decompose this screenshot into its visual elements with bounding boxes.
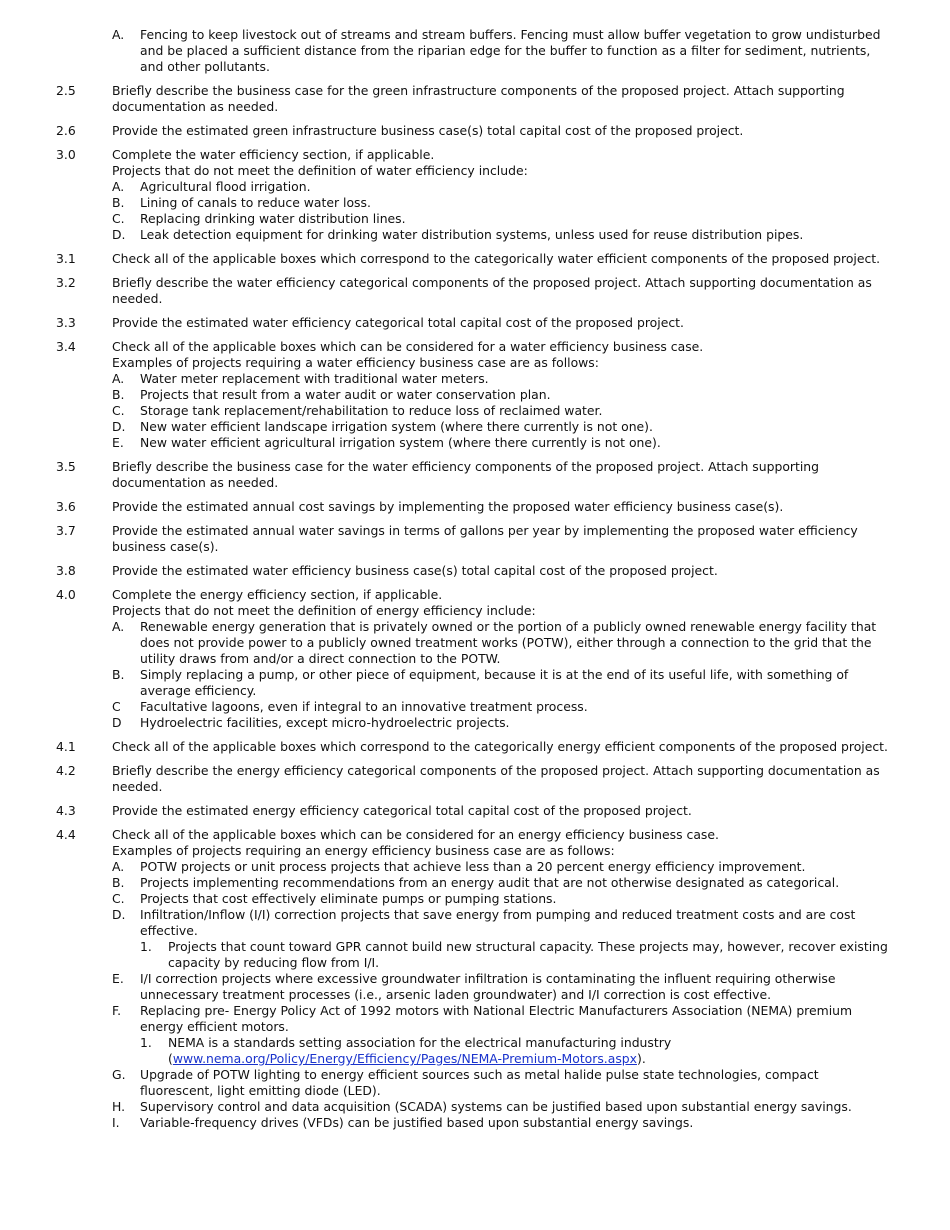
item-text: POTW projects or unit process projects that achieve less than a 20 percent energy efficiency improvement. [140, 859, 806, 874]
list-item [112, 1067, 894, 1099]
item-letter: G. [112, 1067, 126, 1082]
section-text: Check all of the applicable boxes which can be considered for a water efficiency business case. [112, 339, 704, 354]
item-text: Leak detection equipment for drinking water distribution systems, unless used for reuse distribution pipes. [140, 227, 804, 242]
section-body [112, 147, 894, 243]
section-body [112, 315, 894, 331]
list-item [112, 859, 894, 875]
list-item [112, 403, 894, 419]
list-item [112, 195, 894, 211]
section-text: Check all of the applicable boxes which can be considered for an energy efficiency business case. [112, 827, 719, 842]
item-text: New water efficient landscape irrigation system (where there currently is not one). [140, 419, 653, 434]
item-text: Hydroelectric facilities, except micro-hydroelectric projects. [140, 715, 510, 730]
item-text: Upgrade of POTW lighting to energy efficient sources such as metal halide pulse state technologies, compact fluorescent, light emitting diode (LED). [140, 1067, 819, 1098]
section-number: 4.1 [56, 739, 76, 754]
section-text: Briefly describe the business case for the water efficiency components of the proposed project. Attach supporting documentation as needed. [112, 459, 820, 490]
section-3-2 [0, 275, 950, 307]
section-text: Examples of projects requiring a water efficiency business case are as follows: [112, 355, 599, 370]
section-4-2 [0, 763, 950, 795]
item-text: I/I correction projects where excessive groundwater infiltration is contaminating the influent requiring otherwise unnecessary treatment processes (i.e., arsenic laden groundwater) and I/I correction is cost effective. [140, 971, 836, 1002]
item-letter: F. [112, 1003, 122, 1018]
section-number: 4.3 [56, 803, 76, 818]
section-4-3 [0, 803, 950, 819]
section-number: 2.6 [56, 123, 76, 138]
item-letter: C. [112, 891, 125, 906]
section-text: Projects that do not meet the definition of energy efficiency include: [112, 603, 536, 618]
item-text: Infiltration/Inflow (I/I) correction projects that save energy from pumping and reduced treatment costs and are cost effective. [140, 907, 856, 938]
item-text: New water efficient agricultural irrigation system (where there currently is not one). [140, 435, 661, 450]
item-letter: A. [112, 27, 125, 42]
list-item [112, 699, 894, 715]
list-item [112, 715, 894, 731]
item-text: Simply replacing a pump, or other piece of equipment, because it is at the end of its useful life, with something of average efficiency. [140, 667, 849, 698]
section-text: Examples of projects requiring an energy efficiency business case are as follows: [112, 843, 615, 858]
section-3-0 [0, 147, 950, 243]
item-text: Projects that result from a water audit or water conservation plan. [140, 387, 551, 402]
sub-item-text-end: ). [637, 1051, 646, 1066]
sub-item [112, 1035, 894, 1067]
list-item [112, 891, 894, 907]
section-text: Provide the estimated water efficiency categorical total capital cost of the proposed project. [112, 315, 684, 330]
list-item [112, 971, 894, 1003]
item-text: Lining of canals to reduce water loss. [140, 195, 371, 210]
section-body [112, 827, 894, 1131]
list-item [112, 435, 894, 451]
item-text: Storage tank replacement/rehabilitation to reduce loss of reclaimed water. [140, 403, 603, 418]
item-text: Variable-frequency drives (VFDs) can be justified based upon substantial energy savings. [140, 1115, 694, 1130]
list-item [112, 387, 894, 403]
section-number: 2.5 [56, 83, 76, 98]
sub-item-text: NEMA is a standards setting association for the electrical manufacturing industry ( [168, 1035, 672, 1066]
section-body [112, 123, 894, 139]
list-item [112, 371, 894, 387]
document-page [0, 27, 950, 1131]
section-number: 3.8 [56, 563, 76, 578]
nema-link[interactable]: www.nema.org/Policy/Energy/Efficiency/Pages/NEMA-Premium-Motors.aspx [172, 1051, 637, 1066]
list-item [112, 227, 894, 243]
item-text: Replacing pre- Energy Policy Act of 1992 motors with National Electric Manufacturers Association (NEMA) premium energy efficient motors. [140, 1003, 853, 1034]
item-letter: C. [112, 403, 125, 418]
section-body [112, 459, 894, 491]
section-text: Provide the estimated green infrastructure business case(s) total capital cost of the proposed project. [112, 123, 744, 138]
section-number: 3.7 [56, 523, 76, 538]
section-body [112, 83, 894, 115]
section-text: Complete the water efficiency section, if applicable. [112, 147, 435, 162]
item-letter: C. [112, 211, 125, 226]
section-3-4 [0, 339, 950, 451]
section-3-7 [0, 523, 950, 555]
section-3-3 [0, 315, 950, 331]
item-letter: D. [112, 907, 126, 922]
section-body [112, 523, 894, 555]
section-body [112, 739, 894, 755]
section-text: Check all of the applicable boxes which correspond to the categorically energy efficient components of the proposed project. [112, 739, 888, 754]
item-letter: E. [112, 435, 124, 450]
section-4-0 [0, 587, 950, 731]
item-letter: H. [112, 1099, 126, 1114]
list-item [112, 1003, 894, 1035]
item-letter: A. [112, 371, 125, 386]
section-body [112, 27, 894, 75]
sub-item-text: Projects that count toward GPR cannot build new structural capacity. These projects may, however, recover existing capacity by reducing flow from I/I. [168, 939, 888, 970]
section-number: 4.2 [56, 763, 76, 778]
section-text: Provide the estimated annual water savings in terms of gallons per year by implementing the proposed water efficiency business case(s). [112, 523, 858, 554]
section-number: 3.6 [56, 499, 76, 514]
section-text: Provide the estimated energy efficiency categorical total capital cost of the proposed project. [112, 803, 692, 818]
section-number: 3.1 [56, 251, 76, 266]
list-item [112, 875, 894, 891]
section-number: 4.4 [56, 827, 76, 842]
section-text: Provide the estimated annual cost savings by implementing the proposed water efficiency business case(s). [112, 499, 784, 514]
section-body [112, 275, 894, 307]
item-letter: A. [112, 619, 125, 634]
section-body [112, 587, 894, 731]
section-continued [0, 27, 950, 75]
section-text: Complete the energy efficiency section, if applicable. [112, 587, 443, 602]
section-body [112, 339, 894, 451]
list-item [112, 1115, 894, 1131]
section-2-5 [0, 83, 950, 115]
list-item [112, 907, 894, 939]
list-item [112, 27, 894, 75]
section-number: 3.2 [56, 275, 76, 290]
sub-item-number: 1. [140, 939, 152, 954]
item-letter: D. [112, 419, 126, 434]
sub-item [112, 939, 894, 971]
section-number: 3.5 [56, 459, 76, 474]
section-3-8 [0, 563, 950, 579]
item-letter: E. [112, 971, 124, 986]
section-text: Briefly describe the water efficiency categorical components of the proposed project. Attach supporting documentation as needed. [112, 275, 872, 306]
section-body [112, 563, 894, 579]
item-text: Renewable energy generation that is privately owned or the portion of a publicly owned renewable energy facility that does not provide power to a publicly owned treatment works (POTW), either through a connection to the grid that the utility draws from and/or a direct connection to the POTW. [140, 619, 877, 666]
section-number: 3.0 [56, 147, 76, 162]
item-text: Projects implementing recommendations from an energy audit that are not otherwise designated as categorical. [140, 875, 840, 890]
section-body [112, 803, 894, 819]
item-letter: B. [112, 387, 125, 402]
item-text: Projects that cost effectively eliminate pumps or pumping stations. [140, 891, 557, 906]
section-text: Provide the estimated water efficiency business case(s) total capital cost of the proposed project. [112, 563, 718, 578]
item-text: Supervisory control and data acquisition (SCADA) systems can be justified based upon substantial energy savings. [140, 1099, 852, 1114]
section-number: 3.4 [56, 339, 76, 354]
item-letter: D. [112, 227, 126, 242]
list-item [112, 619, 894, 667]
item-letter: A. [112, 859, 125, 874]
list-item [112, 667, 894, 699]
item-letter: B. [112, 875, 125, 890]
list-item [112, 1099, 894, 1115]
section-body [112, 763, 894, 795]
section-body [112, 251, 894, 267]
list-item [112, 419, 894, 435]
section-text: Briefly describe the business case for the green infrastructure components of the proposed project. Attach supporting documentation as needed. [112, 83, 845, 114]
list-item [112, 179, 894, 195]
section-4-1 [0, 739, 950, 755]
section-text: Check all of the applicable boxes which correspond to the categorically water efficient components of the proposed project. [112, 251, 881, 266]
section-number: 3.3 [56, 315, 76, 330]
item-letter: D [112, 715, 122, 730]
item-letter: I. [112, 1115, 120, 1130]
item-letter: B. [112, 195, 125, 210]
section-3-5 [0, 459, 950, 491]
item-text: Agricultural flood irrigation. [140, 179, 311, 194]
item-letter: C [112, 699, 121, 714]
section-text: Briefly describe the energy efficiency categorical components of the proposed project. Attach supporting documentation as needed. [112, 763, 880, 794]
section-3-1 [0, 251, 950, 267]
section-3-6 [0, 499, 950, 515]
section-2-6 [0, 123, 950, 139]
item-text: Water meter replacement with traditional water meters. [140, 371, 489, 386]
section-number: 4.0 [56, 587, 76, 602]
item-text: Facultative lagoons, even if integral to an innovative treatment process. [140, 699, 588, 714]
section-4-4 [0, 827, 950, 1131]
item-text: Fencing to keep livestock out of streams and stream buffers. Fencing must allow buffer vegetation to grow undisturbed and be placed a sufficient distance from the riparian edge for the buffer to function as a filter for sediment, nutrients, and other pollutants. [140, 27, 881, 74]
sub-item-number: 1. [140, 1035, 152, 1050]
list-item [112, 211, 894, 227]
item-letter: B. [112, 667, 125, 682]
item-letter: A. [112, 179, 125, 194]
item-text: Replacing drinking water distribution lines. [140, 211, 406, 226]
section-text: Projects that do not meet the definition of water efficiency include: [112, 163, 528, 178]
section-body [112, 499, 894, 515]
